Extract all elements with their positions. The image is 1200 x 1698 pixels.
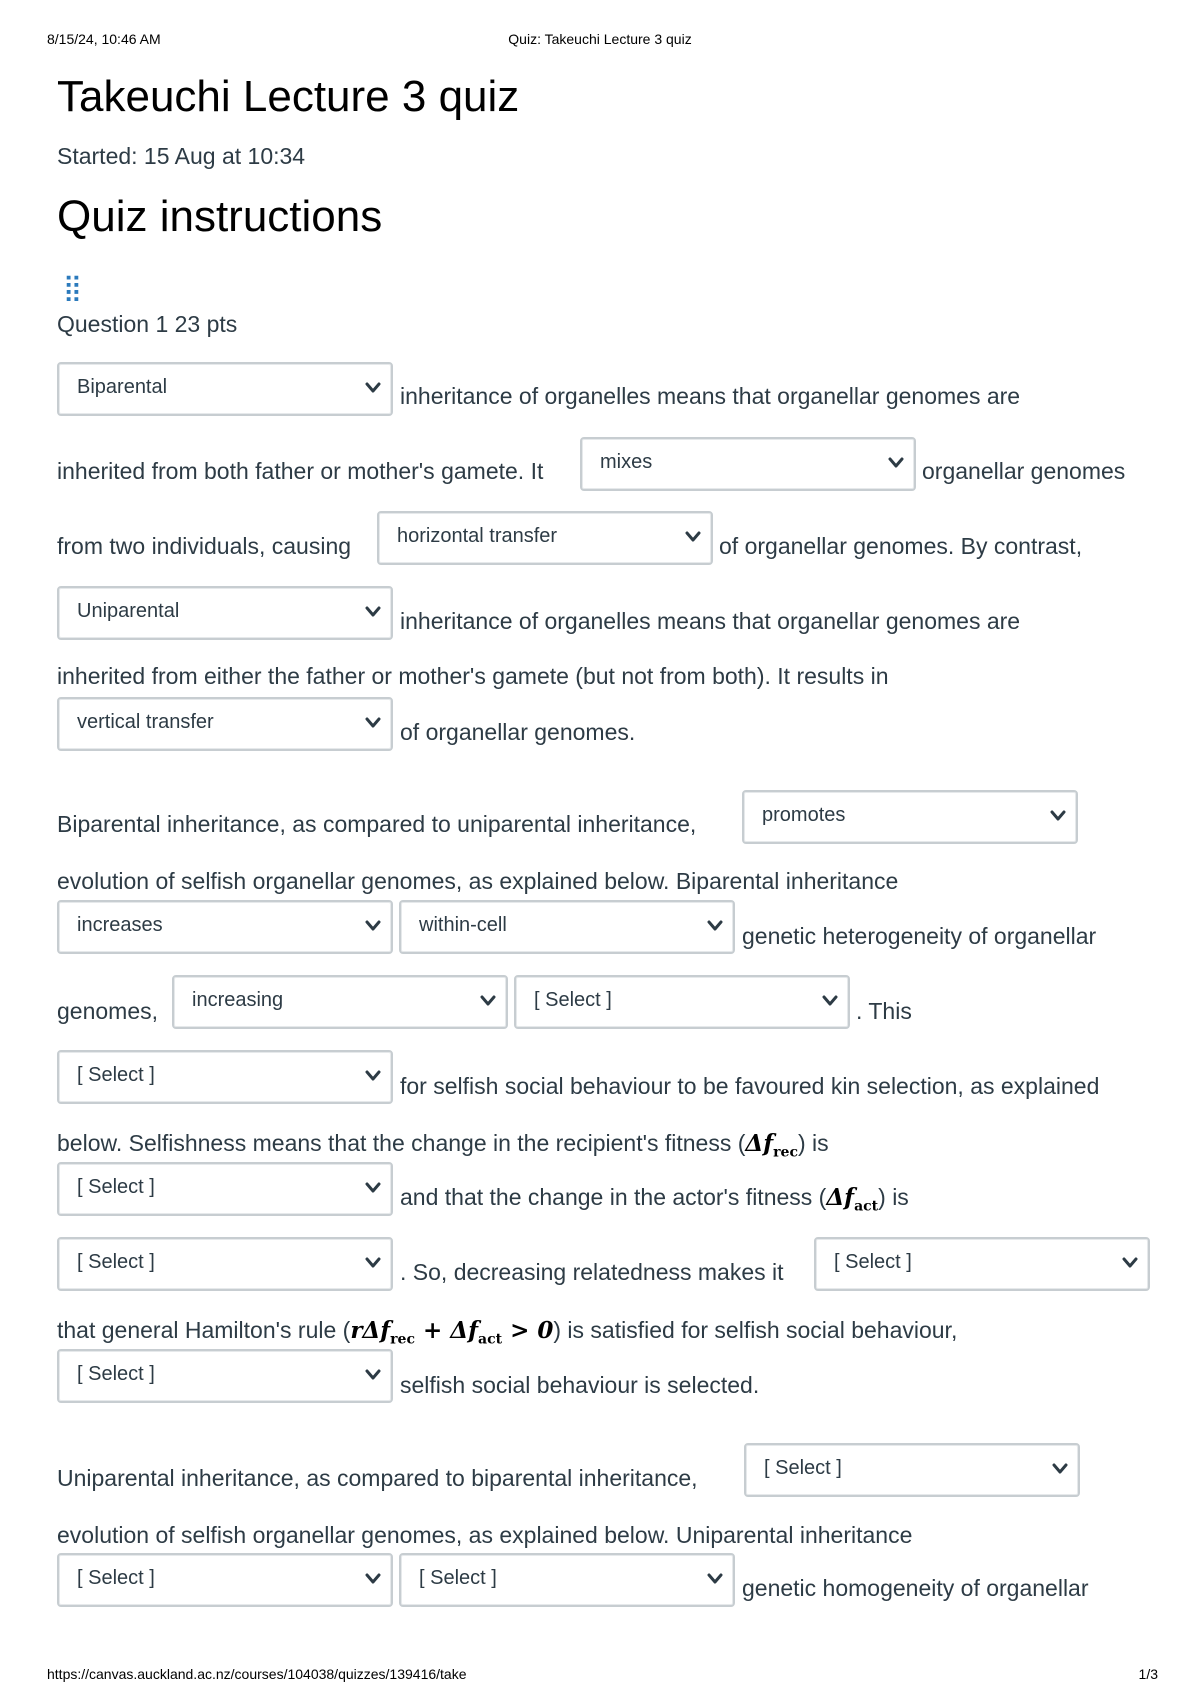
dropdown-1[interactable] — [57, 362, 393, 416]
dropdown-2[interactable] — [580, 437, 916, 491]
dropdown-10[interactable] — [514, 975, 850, 1029]
question-text: genomes, — [57, 998, 159, 1024]
chevron-down-icon — [1122, 1256, 1138, 1270]
dropdown-value: vertical transfer — [77, 711, 214, 733]
question-text: genetic heterogeneity of organellar — [742, 923, 1097, 949]
dropdown-value: [ Select ] — [834, 1251, 912, 1273]
chevron-down-icon — [707, 1572, 723, 1586]
dropdown-value: promotes — [762, 804, 846, 826]
print-page-number: 1/3 — [1138, 1666, 1158, 1682]
question-text: inherited from either the father or mother's gamete (but not from both). It results in — [57, 663, 889, 689]
question-text: inherited from both father or mother's gamete. It — [57, 458, 544, 484]
dropdown-value: mixes — [600, 451, 653, 473]
chevron-down-icon — [1050, 809, 1066, 823]
drag-handle-icon[interactable]: ⣿ — [63, 272, 83, 302]
question-text: . So, decreasing relatedness makes it — [400, 1259, 784, 1285]
dropdown-value: [ Select ] — [77, 1064, 155, 1086]
question-text: selfish social behaviour is selected. — [400, 1372, 760, 1398]
question-text: genetic homogeneity of organellar — [742, 1575, 1089, 1601]
dropdown-7[interactable] — [57, 900, 393, 954]
question-text: for selfish social behaviour to be favoured kin selection, as explained — [400, 1073, 1100, 1099]
text-segment: below. Selfishness means that the change in the recipient's fitness ( — [57, 1130, 746, 1156]
dropdown-4[interactable] — [57, 586, 393, 640]
text-segment: ) is — [878, 1184, 909, 1210]
chevron-down-icon — [365, 1368, 381, 1382]
math-delta-f-rec: $\Delta f_{rec}$ — [745, 1130, 798, 1161]
dropdown-value: increases — [77, 914, 163, 936]
dropdown-18[interactable] — [399, 1553, 735, 1607]
chevron-down-icon — [822, 994, 838, 1008]
text-segment: ) is — [797, 1130, 829, 1156]
question-header: Question 1 23 pts — [57, 311, 238, 337]
math-delta-f-act: $\Delta f_{act}$ — [826, 1184, 879, 1215]
question-text: inheritance of organelles means that organellar genomes are — [400, 608, 1021, 634]
chevron-down-icon — [365, 605, 381, 619]
dropdown-9[interactable] — [172, 975, 508, 1029]
dropdown-13[interactable] — [57, 1237, 393, 1291]
question-text: inheritance of organelles means that organellar genomes are — [400, 383, 1021, 409]
chevron-down-icon — [1052, 1462, 1068, 1476]
dropdown-value: [ Select ] — [77, 1567, 155, 1589]
chevron-down-icon — [365, 919, 381, 933]
dropdown-value: [ Select ] — [77, 1251, 155, 1273]
dropdown-value: Uniparental — [77, 600, 180, 622]
question-text — [57, 1129, 829, 1167]
question-text: Uniparental inheritance, as compared to biparental inheritance, — [57, 1465, 698, 1491]
dropdown-value: increasing — [192, 989, 284, 1011]
print-url: https://canvas.auckland.ac.nz/courses/104038/quizzes/139416/take — [47, 1666, 467, 1682]
dropdown-3[interactable] — [377, 511, 713, 565]
chevron-down-icon — [365, 1256, 381, 1270]
question-text: of organellar genomes. — [400, 719, 636, 745]
dropdown-17[interactable] — [57, 1553, 393, 1607]
question-text: Biparental inheritance, as compared to uniparental inheritance, — [57, 811, 697, 837]
chevron-down-icon — [480, 994, 496, 1008]
text-segment: that general Hamilton's rule ( — [57, 1317, 351, 1343]
question-text: of organellar genomes. By contrast, — [719, 533, 1083, 559]
question-text: . This — [856, 998, 912, 1024]
dropdown-12[interactable] — [57, 1162, 393, 1216]
dropdown-value: [ Select ] — [77, 1176, 155, 1198]
chevron-down-icon — [365, 381, 381, 395]
dropdown-8[interactable] — [399, 900, 735, 954]
chevron-down-icon — [365, 1572, 381, 1586]
question-text: evolution of selfish organellar genomes, as explained below. Biparental inheritance — [57, 868, 899, 894]
quiz-title: Takeuchi Lecture 3 quiz — [57, 72, 520, 121]
text-segment: and that the change in the actor's fitness ( — [400, 1184, 827, 1210]
chevron-down-icon — [685, 530, 701, 544]
dropdown-11[interactable] — [57, 1050, 393, 1104]
question-text — [57, 1316, 957, 1354]
question-text: from two individuals, causing — [57, 533, 352, 559]
math-hamiltons-rule: $r\Delta f_{rec} + \Delta f_{act} > 0$ — [350, 1317, 554, 1348]
dropdown-15[interactable] — [57, 1349, 393, 1403]
chevron-down-icon — [888, 456, 904, 470]
dropdown-value: [ Select ] — [419, 1567, 497, 1589]
question-text — [400, 1183, 909, 1221]
print-doc-title: Quiz: Takeuchi Lecture 3 quiz — [508, 31, 692, 47]
dropdown-value: horizontal transfer — [397, 525, 558, 547]
dropdown-value: [ Select ] — [534, 989, 612, 1011]
chevron-down-icon — [365, 716, 381, 730]
question-text: organellar genomes — [922, 458, 1126, 484]
chevron-down-icon — [707, 919, 723, 933]
dropdown-16[interactable] — [744, 1443, 1080, 1497]
dropdown-value: [ Select ] — [77, 1363, 155, 1385]
dropdown-value: [ Select ] — [764, 1457, 842, 1479]
quiz-instructions-heading: Quiz instructions — [57, 192, 383, 241]
text-segment: ) is satisfied for selfish social behaviour, — [553, 1317, 958, 1343]
dropdown-value: Biparental — [77, 376, 168, 398]
dropdown-value: within-cell — [419, 914, 507, 936]
chevron-down-icon — [365, 1181, 381, 1195]
quiz-started-time: Started: 15 Aug at 10:34 — [57, 143, 306, 169]
dropdown-5[interactable] — [57, 697, 393, 751]
question-text: evolution of selfish organellar genomes, as explained below. Uniparental inheritance — [57, 1522, 913, 1548]
chevron-down-icon — [365, 1069, 381, 1083]
dropdown-6[interactable] — [742, 790, 1078, 844]
print-datetime: 8/15/24, 10:46 AM — [47, 31, 161, 47]
dropdown-14[interactable] — [814, 1237, 1150, 1291]
